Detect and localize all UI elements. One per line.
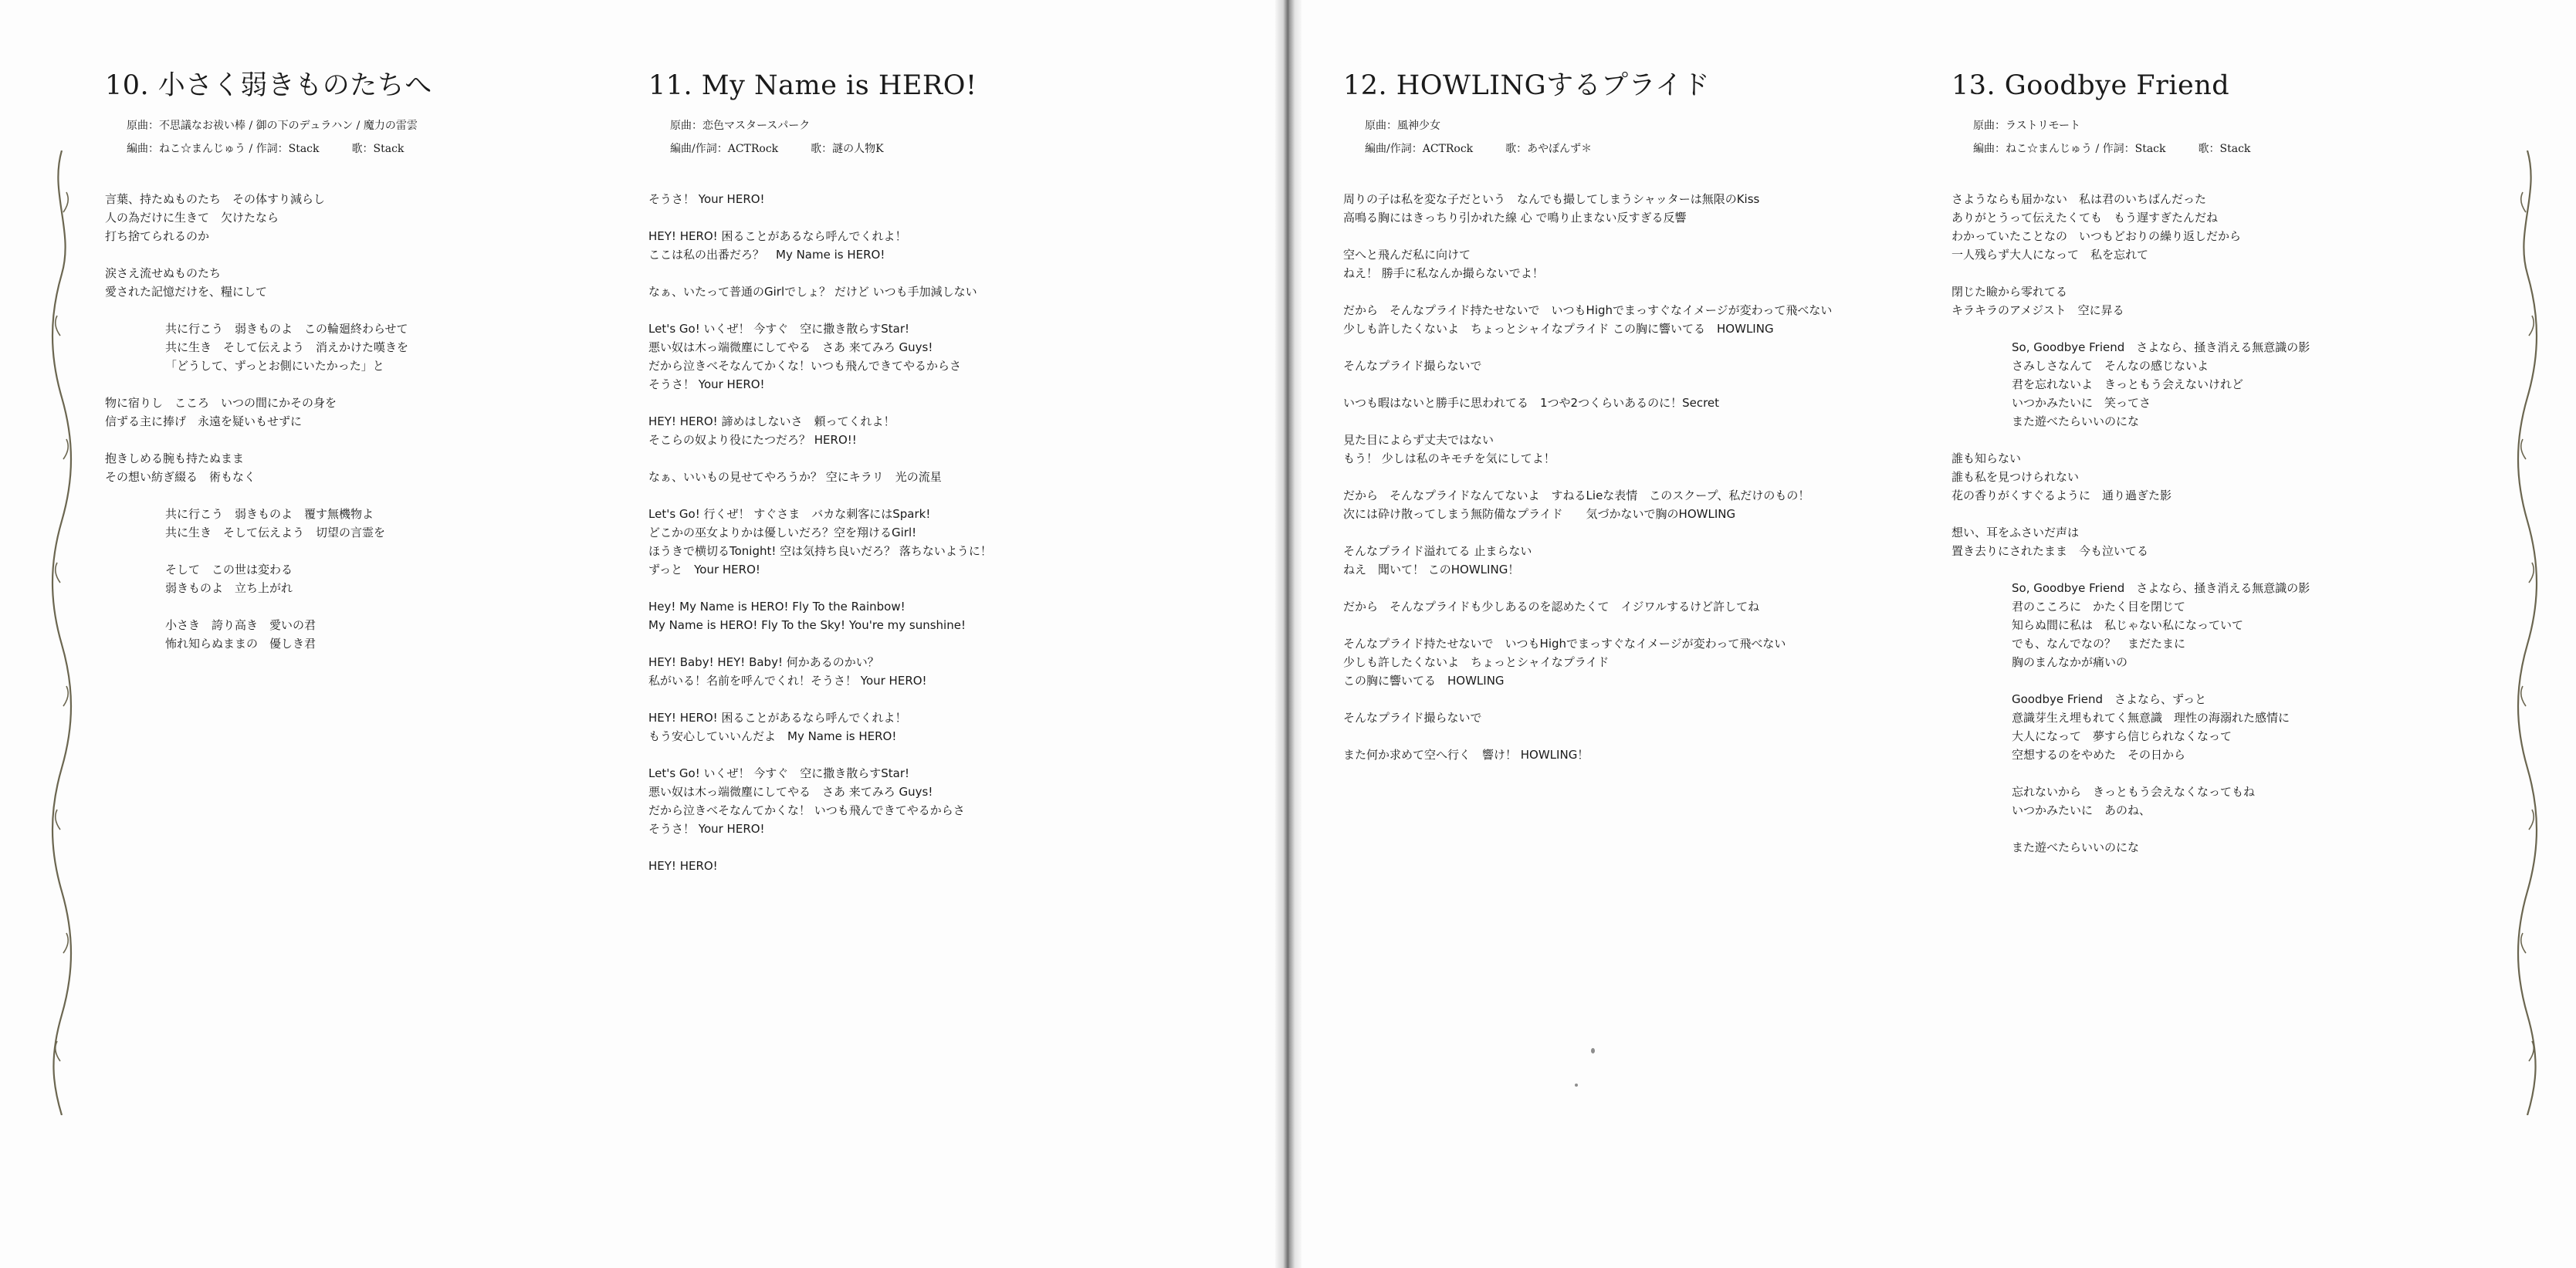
lyric-line [1343, 375, 1822, 394]
lyric-line: もう安心していいんだよ My Name is HERO! [648, 729, 897, 743]
song-credits [1951, 114, 2430, 161]
lyric-line: そこらの奴より役にたつだろ？ HERO!! [648, 433, 857, 447]
lyric-line [105, 245, 584, 264]
credit-line [1973, 137, 2430, 161]
lyric-line: 抱きしめる腕も持たぬまま [105, 451, 245, 465]
lyric-line: だから泣きべそなんてかくな！いつも飛んできてやるからさ [648, 359, 962, 373]
lyric-line [648, 208, 1127, 227]
lyric-line [105, 375, 584, 394]
lyric-line [648, 746, 1127, 764]
lyric-line: ずっと Your HERO! [648, 563, 760, 577]
lyric-line: そうさ！ Your HERO! [648, 192, 765, 206]
vine-ornament-left-icon [48, 150, 76, 1115]
lyric-line: 君のこころに かたく目を閉じて [2012, 600, 2186, 614]
lyric-line: HEY! HERO! 困ることがあるなら呼んでくれよ！ [648, 711, 907, 725]
lyric-line: 見た目によらず丈夫ではない [1343, 433, 1494, 447]
lyric-line [105, 542, 584, 560]
lyric-line [1951, 560, 2430, 579]
credit-text: 原曲：ラストリモート [1973, 120, 2081, 132]
lyric-line: 君を忘れないよ きっともう会えないけれど [2012, 377, 2244, 391]
lyric-line: 物に宿りし こころ いつの間にかその身を [105, 396, 337, 410]
song-credits [105, 114, 584, 161]
lyric-line: 小さき 誇り高き 愛いの君 [165, 618, 316, 632]
song-12 [1343, 68, 1833, 764]
lyric-line: 意識芽生え埋もれてく無意識 理性の海溺れた感情に [2012, 711, 2290, 725]
lyric-line [1951, 671, 2430, 690]
lyric-line [648, 301, 1127, 320]
song-title: 11. My Name is HERO! [648, 70, 977, 101]
credit-text: 歌：Stack [351, 143, 405, 155]
lyric-line: そんなプライド溢れてる 止まらない [1343, 544, 1532, 558]
credit-text: 編曲：ねこ☆まんじゅう / 作詞：Stack [1973, 143, 2166, 155]
lyric-line: 共に行こう 弱きものよ 覆す無機物よ [165, 507, 374, 521]
lyric-line: わかっていたことなの いつもどおりの繰り返しだから [1951, 229, 2242, 243]
credit-line [1973, 114, 2430, 137]
lyric-line [1343, 227, 1822, 245]
credit-line [1365, 114, 1822, 137]
lyric-line: Let's Go! 行くぜ！ すぐさま バカな刺客にはSpark! [648, 507, 931, 521]
lyric-line: 忘れないから きっともう会えなくなってもね [2012, 785, 2256, 799]
song-title: 10. 小さく弱きものたちへ [105, 70, 432, 101]
song-credits [1343, 114, 1822, 161]
lyric-line: さみしさなんて そんなの感じないよ [2012, 359, 2209, 373]
lyric-line: だから泣きべそなんてかくな！ いつも飛んできてやるからさ [648, 803, 965, 817]
lyric-line: 高鳴る胸にはきっちり引かれた線 心 で鳴り止まない反すぎる反響 [1343, 211, 1687, 225]
lyric-line: ねえ 聞いて！ このHOWLING！ [1343, 563, 1520, 577]
paper-speck [1591, 1048, 1595, 1053]
lyric-line [105, 301, 584, 320]
lyric-line: キラキラのアメジスト 空に昇る [1951, 303, 2124, 317]
lyric-line [1343, 412, 1822, 431]
lyric-line [1951, 431, 2430, 449]
credit-line [127, 137, 584, 161]
lyric-line: だから そんなプライド持たせないで いつもHighでまっすぐなイメージが変わって飛べない [1343, 303, 1833, 317]
lyric-line: また遊べたらいいのにな [2012, 414, 2140, 428]
lyric-line: その想い紡ぎ綴る 術もなく [105, 470, 256, 484]
lyric-line: そうさ！ Your HERO! [648, 377, 765, 391]
lyric-line: そして この世は変わる [165, 563, 293, 577]
credit-line [670, 114, 1127, 137]
lyric-line: 少しも許したくないよ ちょっとシャイなプライド [1343, 655, 1610, 669]
lyric-line [1343, 282, 1822, 301]
lyric-line: ここは私の出番だろ？ My Name is HERO! [648, 248, 885, 262]
lyric-line: だから そんなプライドなんてないよ すねるLieな表情 このスクープ、私だけのもの！ [1343, 489, 1810, 502]
lyric-line: また遊べたらいいのにな [2012, 840, 2140, 854]
lyric-line: 涙さえ流せぬものたち [105, 266, 222, 280]
lyric-line: 想い、耳をふさいだ声は [1951, 526, 2080, 539]
lyric-line: 共に生き そして伝えよう 消えかけた嘆きを [165, 340, 409, 354]
credit-line [1365, 137, 1822, 161]
lyric-line [648, 394, 1127, 412]
lyric-line: 一人残らず大人になって 私を忘れて [1951, 248, 2149, 262]
lyric-line: 胸のまんなかが痛いの [2012, 655, 2128, 669]
lyric-line [1951, 820, 2430, 838]
lyric-line: でも、なんでなの？ まだたまに [2012, 637, 2186, 651]
lyric-line: 誰も私を見つけられない [1951, 470, 2080, 484]
lyric-line: 閉じた瞼から零れてる [1951, 285, 2068, 299]
lyric-line: 大人になって 夢すら信じられなくなって [2012, 729, 2232, 743]
lyric-line: また何か求めて空へ行く 響け！ HOWLING！ [1343, 748, 1589, 762]
song-lyrics [1951, 190, 2430, 857]
lyric-line: 周りの子は私を変な子だという なんでも撮してしまうシャッターは無限のKiss [1343, 192, 1760, 206]
lyric-line: 信ずる主に捧げ 永遠を疑いもせずに [105, 414, 303, 428]
song-title: 13. Goodbye Friend [1951, 70, 2230, 101]
song-credits [648, 114, 1127, 161]
lyric-line: Hey! My Name is HERO! Fly To the Rainbow! [648, 600, 905, 614]
lyric-line [648, 838, 1127, 857]
lyric-line [1343, 579, 1822, 597]
lyric-line: いつかみたいに あのね、 [2012, 803, 2151, 817]
credit-line [670, 137, 1127, 161]
lyric-line: So, Goodbye Friend さよなら、掻き消える無意識の影 [2012, 340, 2310, 354]
lyric-line: Let's Go! いくぜ！ 今すぐ 空に撒き散らすStar! [648, 322, 910, 336]
lyric-line: My Name is HERO! Fly To the Sky! You're my sunshine! [648, 618, 966, 632]
lyric-line [1343, 338, 1822, 357]
lyric-line: どこかの巫女よりかは優しいだろ？空を翔けるGirl! [648, 526, 917, 539]
lyric-line: なぁ、いいもの見せてやろうか？ 空にキラリ 光の流星 [648, 470, 942, 484]
lyric-line: HEY! HERO! [648, 859, 718, 873]
lyric-line: いつも暇はないと勝手に思われてる 1つや2つくらいあるのに！Secret [1343, 396, 1720, 410]
lyric-line: Let's Go! いくぜ！ 今すぐ 空に撒き散らすStar! [648, 766, 910, 780]
lyric-line [1343, 616, 1822, 634]
lyric-line: いつかみたいに 笑ってさ [2012, 396, 2151, 410]
lyric-line [1951, 764, 2430, 783]
lyric-line: 次には砕け散ってしまう無防備なプライド 気づかないで胸のHOWLING [1343, 507, 1736, 521]
credit-text: 編曲/作詞：ACTRock [1365, 143, 1474, 155]
lyric-line: もう！ 少しは私のキモチを気にしてよ！ [1343, 451, 1555, 465]
song-lyrics [648, 190, 1127, 875]
lyric-line: 人の為だけに生きて 欠けたなら [105, 211, 279, 225]
lyric-line: 知らぬ間に私は 私じゃない私になっていて [2012, 618, 2244, 632]
lyric-line: だから そんなプライドも少しあるのを認めたくて イジワルするけど許してね [1343, 600, 1760, 614]
lyric-line: HEY! Baby! HEY! Baby! 何かあるのかい？ [648, 655, 879, 669]
lyric-line: 弱きものよ 立ち上がれ [165, 581, 293, 595]
lyric-line: 悪い奴は木っ端微塵にしてやる さあ 来てみろ Guys! [648, 340, 933, 354]
lyric-line: なぁ、いたって普通のGirlでしょ？ だけど いつも手加減しない [648, 285, 977, 299]
lyric-line [105, 597, 584, 616]
lyric-line: 「どうして、ずっとお側にいたかった」と [165, 359, 384, 373]
lyric-line: 花の香りがくすぐるように 通り過ぎた影 [1951, 489, 2172, 502]
lyric-line: 怖れ知らぬままの 優しき君 [165, 637, 316, 651]
lyric-line: そんなプライド撮らないで [1343, 359, 1482, 373]
lyric-line [648, 579, 1127, 597]
lyric-line [1951, 264, 2430, 282]
credit-text: 原曲：恋色マスタースパーク [670, 120, 811, 132]
credit-text: 編曲：ねこ☆まんじゅう / 作詞：Stack [127, 143, 320, 155]
lyric-line [1951, 320, 2430, 338]
paper-speck [1575, 1084, 1578, 1087]
lyric-line [648, 690, 1127, 708]
lyric-line: HEY! HERO! 諦めはしないさ 頼ってくれよ！ [648, 414, 895, 428]
lyric-line: そうさ！ Your HERO! [648, 822, 765, 836]
song-lyrics [1343, 190, 1833, 764]
lyric-line: 共に生き そして伝えよう 切望の言霊を [165, 526, 386, 539]
credit-text: 歌：謎の人物K [811, 143, 884, 155]
lyric-line [648, 449, 1127, 468]
credit-text: 歌：あやぽんず＊ [1505, 143, 1593, 155]
song-10 [105, 68, 584, 653]
lyric-line: そんなプライド撮らないで [1343, 711, 1482, 725]
credit-text: 原曲：風神少女 [1365, 120, 1440, 132]
lyric-line [105, 486, 584, 505]
lyric-line [648, 486, 1127, 505]
credit-text: 歌：Stack [2198, 143, 2251, 155]
lyric-line: So, Goodbye Friend さよなら、掻き消える無意識の影 [2012, 581, 2310, 595]
lyric-line: ほうきで横切るTonight! 空は気持ち良いだろ？ 落ちないように！ [648, 544, 992, 558]
lyric-line: 置き去りにされたまま 今も泣いてる [1951, 544, 2149, 558]
lyric-line: そんなプライド持たせないで いつもHighでまっすぐなイメージが変わって飛べない [1343, 637, 1786, 651]
lyric-line [648, 264, 1127, 282]
lyric-line: 打ち捨てられるのか [105, 229, 210, 243]
credit-text: 編曲/作詞：ACTRock [670, 143, 779, 155]
lyric-line: 誰も知らない [1951, 451, 2022, 465]
lyric-line: この胸に響いてる HOWLING [1343, 674, 1505, 688]
lyric-line: ねえ！ 勝手に私なんか撮らないでよ！ [1343, 266, 1544, 280]
song-title: 12. HOWLINGするプライド [1343, 70, 1711, 101]
lyric-line: 共に行こう 弱きものよ この輪廻終わらせて [165, 322, 408, 336]
lyric-line: 言葉、持たぬものたち その体すり減らし [105, 192, 326, 206]
lyric-line [1343, 523, 1822, 542]
vine-ornament-right-icon [2513, 150, 2541, 1115]
lyric-line: 少しも許したくないよ ちょっとシャイなプライド この胸に響いてる HOWLING [1343, 322, 1774, 336]
lyric-line: 空想するのをやめた その日から [2012, 748, 2186, 762]
song-11 [648, 68, 1127, 875]
lyric-line: HEY! HERO! 困ることがあるなら呼んでくれよ！ [648, 229, 907, 243]
lyric-line: ありがとうって伝えたくても もう遅すぎたんだね [1951, 211, 2219, 225]
lyric-line [1343, 727, 1822, 746]
credit-line [127, 114, 584, 137]
song-13 [1951, 68, 2430, 857]
lyric-line: さようならも届かない 私は君のいちばんだった [1951, 192, 2207, 206]
lyric-line: 私がいる！名前を呼んでくれ！そうさ！ Your HERO! [648, 674, 927, 688]
book-gutter [1275, 0, 1302, 1268]
lyric-line: 愛された記憶だけを、糧にして [105, 285, 268, 299]
lyric-line [105, 431, 584, 449]
lyric-line: 悪い奴は木っ端微塵にしてやる さあ 来てみろ Guys! [648, 785, 933, 799]
lyric-line [648, 634, 1127, 653]
lyric-line [1343, 690, 1822, 708]
lyric-line: 空へと飛んだ私に向けて [1343, 248, 1471, 262]
lyric-line [1343, 468, 1822, 486]
lyric-line [1951, 505, 2430, 523]
lyric-line: Goodbye Friend さよなら、ずっと [2012, 692, 2207, 706]
song-lyrics [105, 190, 584, 653]
credit-text: 原曲：不思議なお祓い棒 / 御の下のデュラハン / 魔力の雷雲 [127, 120, 418, 132]
